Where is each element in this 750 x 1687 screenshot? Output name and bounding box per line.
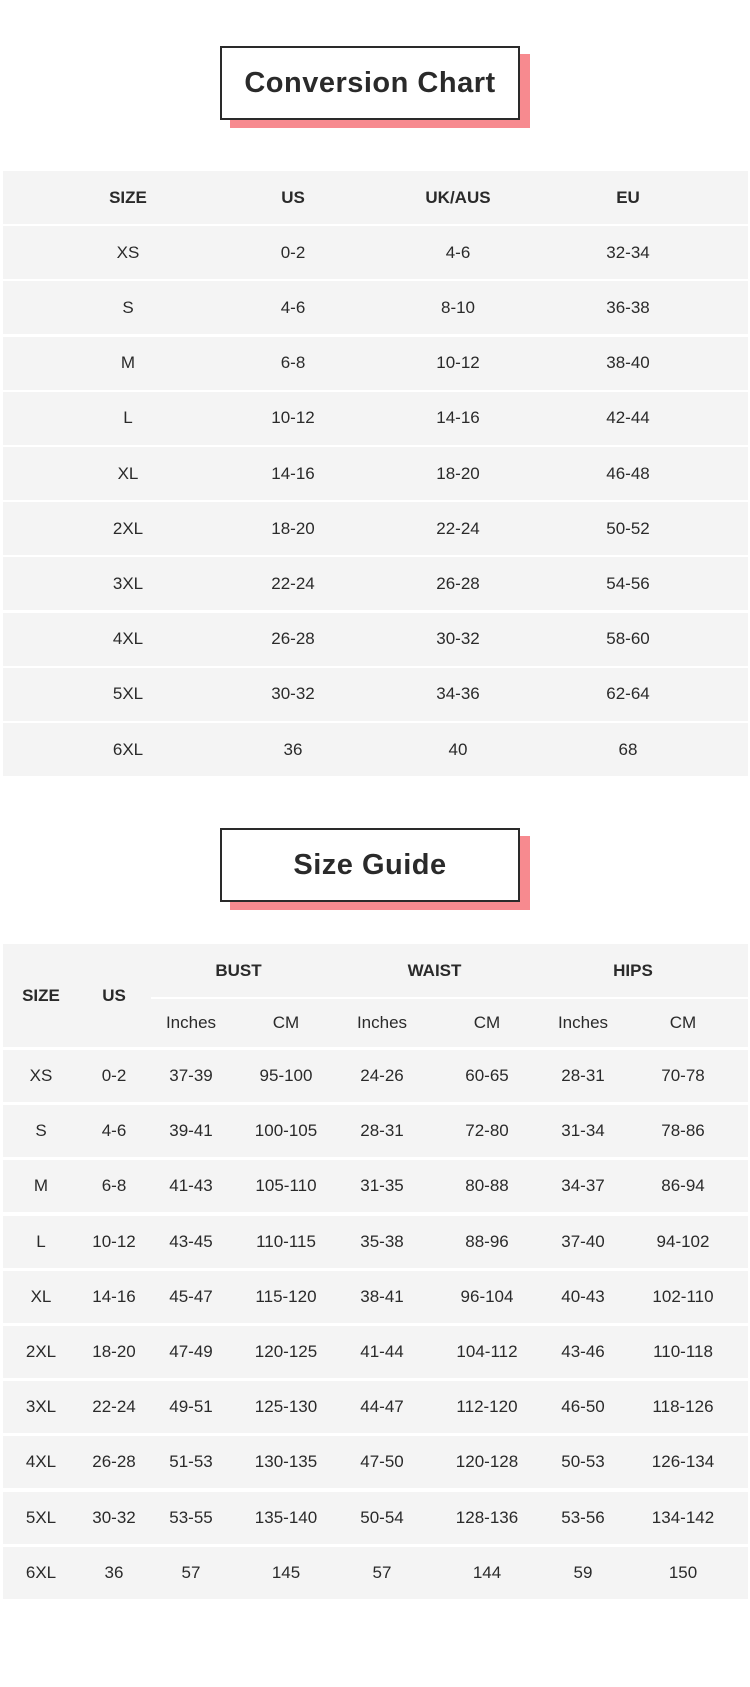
guide-row bbox=[3, 1492, 748, 1544]
guide-cell: 134-142 bbox=[651, 1507, 715, 1527]
guide-cell: 3XL bbox=[25, 1397, 57, 1417]
conversion-cell: 50-52 bbox=[606, 518, 650, 538]
conversion-cell: 6XL bbox=[112, 739, 144, 759]
guide-cell: 38-41 bbox=[360, 1286, 404, 1306]
conversion-cell: 10-12 bbox=[271, 408, 315, 428]
conversion-cell: 40 bbox=[448, 739, 468, 759]
guide-cell: 2XL bbox=[25, 1342, 57, 1361]
guide-cell: 110-115 bbox=[256, 1231, 316, 1251]
guide-subheader-cell: CM bbox=[669, 1013, 697, 1032]
conversion-cell: 10-12 bbox=[436, 353, 480, 373]
guide-cell: 120-125 bbox=[254, 1342, 318, 1361]
guide-cell: 104-112 bbox=[456, 1342, 518, 1361]
conversion-cell: 42-44 bbox=[606, 408, 650, 428]
size-guide-title-text: Size Guide bbox=[293, 848, 447, 881]
guide-row bbox=[3, 1326, 748, 1378]
guide-cell: 145 bbox=[271, 1562, 301, 1582]
guide-cell: 86-94 bbox=[661, 1176, 705, 1196]
guide-cell: 53-56 bbox=[561, 1507, 605, 1527]
guide-cell: 50-54 bbox=[360, 1507, 404, 1527]
conversion-cell: 30-32 bbox=[436, 629, 480, 649]
conversion-cell: 58-60 bbox=[606, 629, 650, 649]
guide-cell: 0-2 bbox=[101, 1066, 127, 1085]
conversion-row bbox=[3, 668, 748, 721]
guide-row bbox=[3, 1381, 748, 1433]
guide-cell: 80-88 bbox=[465, 1176, 509, 1196]
guide-cell: XS bbox=[29, 1066, 53, 1085]
guide-us-header: US bbox=[102, 985, 126, 1005]
guide-cell: 120-128 bbox=[455, 1452, 519, 1472]
guide-cell: 150 bbox=[668, 1562, 698, 1582]
guide-cell: 130-135 bbox=[254, 1452, 318, 1472]
conversion-row bbox=[3, 447, 748, 500]
conversion-cell: M bbox=[120, 353, 136, 373]
conversion-cell: 68 bbox=[618, 739, 638, 759]
conversion-header-cell: US bbox=[281, 187, 305, 207]
conversion-cell: 22-24 bbox=[436, 518, 480, 538]
conversion-cell: 14-16 bbox=[436, 408, 480, 428]
guide-cell: 6-8 bbox=[101, 1176, 127, 1196]
guide-cell: 88-96 bbox=[465, 1231, 509, 1251]
conversion-row bbox=[3, 337, 748, 390]
conversion-row bbox=[3, 226, 748, 279]
guide-cell: 128-136 bbox=[455, 1507, 519, 1527]
conversion-cell: 4-6 bbox=[445, 242, 471, 262]
guide-row bbox=[3, 1547, 748, 1599]
guide-cell: 144 bbox=[472, 1562, 502, 1582]
guide-header-row bbox=[3, 944, 748, 1047]
guide-cell: 36 bbox=[104, 1562, 124, 1582]
guide-cell: 22-24 bbox=[92, 1397, 136, 1417]
guide-row bbox=[3, 1271, 748, 1323]
conversion-chart-title bbox=[220, 46, 520, 120]
guide-cell: 94-102 bbox=[656, 1231, 710, 1251]
guide-cell: 4-6 bbox=[101, 1121, 127, 1141]
guide-cell: 70-78 bbox=[661, 1066, 705, 1085]
guide-cell: 4XL bbox=[25, 1452, 57, 1472]
guide-cell: 43-46 bbox=[561, 1342, 605, 1361]
guide-cell: 37-39 bbox=[169, 1066, 213, 1085]
guide-cell: 47-49 bbox=[169, 1342, 213, 1361]
guide-cell: 47-50 bbox=[360, 1452, 404, 1472]
guide-cell: 115-120 bbox=[255, 1286, 317, 1306]
guide-group-header: BUST bbox=[215, 960, 262, 980]
guide-cell: 78-86 bbox=[661, 1121, 705, 1141]
conversion-header-row bbox=[3, 171, 748, 224]
guide-cell: 53-55 bbox=[169, 1507, 213, 1527]
conversion-cell: 2XL bbox=[112, 518, 144, 538]
conversion-cell: 30-32 bbox=[271, 684, 315, 704]
conversion-cell: 34-36 bbox=[436, 684, 480, 704]
guide-subheader-cell: Inches bbox=[356, 1013, 408, 1032]
conversion-header-cell: EU bbox=[616, 187, 640, 207]
guide-cell: L bbox=[36, 1231, 46, 1251]
guide-cell: 34-37 bbox=[561, 1176, 605, 1196]
guide-cell: 24-26 bbox=[360, 1066, 404, 1085]
guide-row bbox=[3, 1436, 748, 1488]
guide-row bbox=[3, 1216, 748, 1268]
conversion-row bbox=[3, 557, 748, 610]
guide-cell: 96-104 bbox=[460, 1286, 514, 1306]
guide-row bbox=[3, 1160, 748, 1212]
conversion-cell: 54-56 bbox=[606, 573, 650, 593]
guide-cell: 57 bbox=[372, 1562, 392, 1582]
guide-cell: 6XL bbox=[25, 1562, 57, 1582]
guide-cell: 45-47 bbox=[169, 1286, 213, 1306]
guide-cell: 39-41 bbox=[169, 1121, 213, 1141]
conversion-cell: 4XL bbox=[112, 629, 144, 649]
guide-cell: 41-43 bbox=[169, 1176, 213, 1196]
guide-cell: 59 bbox=[573, 1562, 593, 1582]
conversion-cell: 8-10 bbox=[440, 297, 476, 317]
conversion-cell: 0-2 bbox=[280, 242, 306, 262]
guide-cell: 28-31 bbox=[360, 1121, 404, 1141]
conversion-row bbox=[3, 392, 748, 445]
guide-cell: 37-40 bbox=[561, 1231, 605, 1251]
guide-cell: 72-80 bbox=[465, 1121, 509, 1141]
guide-cell: 44-47 bbox=[360, 1397, 404, 1417]
guide-cell: 57 bbox=[181, 1562, 201, 1582]
guide-cell: 60-65 bbox=[465, 1066, 509, 1085]
conversion-cell: 38-40 bbox=[606, 353, 650, 373]
conversion-cell: 6-8 bbox=[280, 353, 306, 373]
guide-cell: 112-120 bbox=[456, 1397, 518, 1417]
guide-cell: 10-12 bbox=[92, 1231, 136, 1251]
conversion-cell: 18-20 bbox=[271, 518, 315, 538]
guide-cell: 49-51 bbox=[169, 1397, 213, 1417]
conversion-chart-title-text: Conversion Chart bbox=[244, 66, 496, 99]
guide-cell: 102-110 bbox=[652, 1286, 714, 1306]
guide-subheader-cell: CM bbox=[473, 1013, 501, 1032]
conversion-cell: XS bbox=[116, 242, 140, 262]
guide-row bbox=[3, 1050, 748, 1102]
guide-cell: 51-53 bbox=[169, 1452, 213, 1472]
guide-cell: 50-53 bbox=[561, 1452, 605, 1472]
guide-subheader-cell: Inches bbox=[557, 1013, 609, 1032]
guide-cell: 118-126 bbox=[652, 1397, 714, 1417]
guide-cell: 26-28 bbox=[92, 1452, 136, 1472]
guide-cell: 31-34 bbox=[561, 1121, 605, 1141]
conversion-row bbox=[3, 613, 748, 666]
guide-cell: 46-50 bbox=[561, 1397, 605, 1417]
conversion-cell: 32-34 bbox=[606, 242, 650, 262]
guide-cell: 30-32 bbox=[92, 1507, 136, 1527]
conversion-cell: 14-16 bbox=[271, 463, 315, 483]
conversion-cell: L bbox=[123, 408, 133, 428]
guide-cell: 125-130 bbox=[254, 1397, 318, 1417]
conversion-cell: 4-6 bbox=[280, 297, 306, 317]
conversion-cell: 26-28 bbox=[271, 629, 315, 649]
conversion-header-cell: UK/AUS bbox=[425, 187, 491, 207]
conversion-cell: 26-28 bbox=[436, 573, 480, 593]
conversion-cell: 22-24 bbox=[271, 573, 315, 593]
guide-cell: 110-118 bbox=[653, 1342, 713, 1361]
guide-cell: 14-16 bbox=[92, 1286, 136, 1306]
conversion-header-cell: SIZE bbox=[109, 187, 147, 207]
guide-cell: 135-140 bbox=[254, 1507, 318, 1527]
size-guide-title bbox=[220, 828, 520, 902]
conversion-cell: 3XL bbox=[112, 573, 144, 593]
guide-cell: 18-20 bbox=[92, 1342, 136, 1361]
guide-row bbox=[3, 1105, 748, 1157]
guide-cell: 31-35 bbox=[360, 1176, 404, 1196]
guide-group-header: WAIST bbox=[407, 960, 462, 980]
guide-cell: 95-100 bbox=[259, 1066, 313, 1085]
conversion-row bbox=[3, 281, 748, 334]
conversion-cell: S bbox=[122, 297, 134, 317]
guide-cell: 35-38 bbox=[360, 1231, 404, 1251]
guide-cell: 105-110 bbox=[255, 1176, 317, 1196]
conversion-cell: 62-64 bbox=[606, 684, 650, 704]
guide-cell: 5XL bbox=[25, 1507, 57, 1527]
guide-group-header: HIPS bbox=[613, 960, 653, 980]
guide-subheader-cell: Inches bbox=[165, 1013, 217, 1032]
conversion-cell: 46-48 bbox=[606, 463, 650, 483]
guide-cell: 40-43 bbox=[561, 1286, 605, 1306]
conversion-cell: 36-38 bbox=[606, 297, 650, 317]
guide-cell: 28-31 bbox=[561, 1066, 605, 1085]
guide-subheader-cell: CM bbox=[272, 1013, 300, 1032]
guide-cell: S bbox=[35, 1121, 47, 1141]
guide-cell: 100-105 bbox=[254, 1121, 318, 1141]
conversion-cell: XL bbox=[117, 463, 139, 483]
guide-size-header: SIZE bbox=[22, 985, 60, 1005]
conversion-cell: 36 bbox=[283, 739, 303, 759]
guide-cell: XL bbox=[30, 1286, 52, 1306]
guide-cell: 41-44 bbox=[360, 1342, 404, 1361]
conversion-row bbox=[3, 723, 748, 776]
conversion-cell: 5XL bbox=[112, 684, 144, 704]
conversion-cell: 18-20 bbox=[436, 463, 480, 483]
guide-cell: 43-45 bbox=[169, 1231, 213, 1251]
guide-cell: 126-134 bbox=[651, 1452, 715, 1472]
guide-cell: M bbox=[33, 1176, 49, 1196]
conversion-row bbox=[3, 502, 748, 555]
